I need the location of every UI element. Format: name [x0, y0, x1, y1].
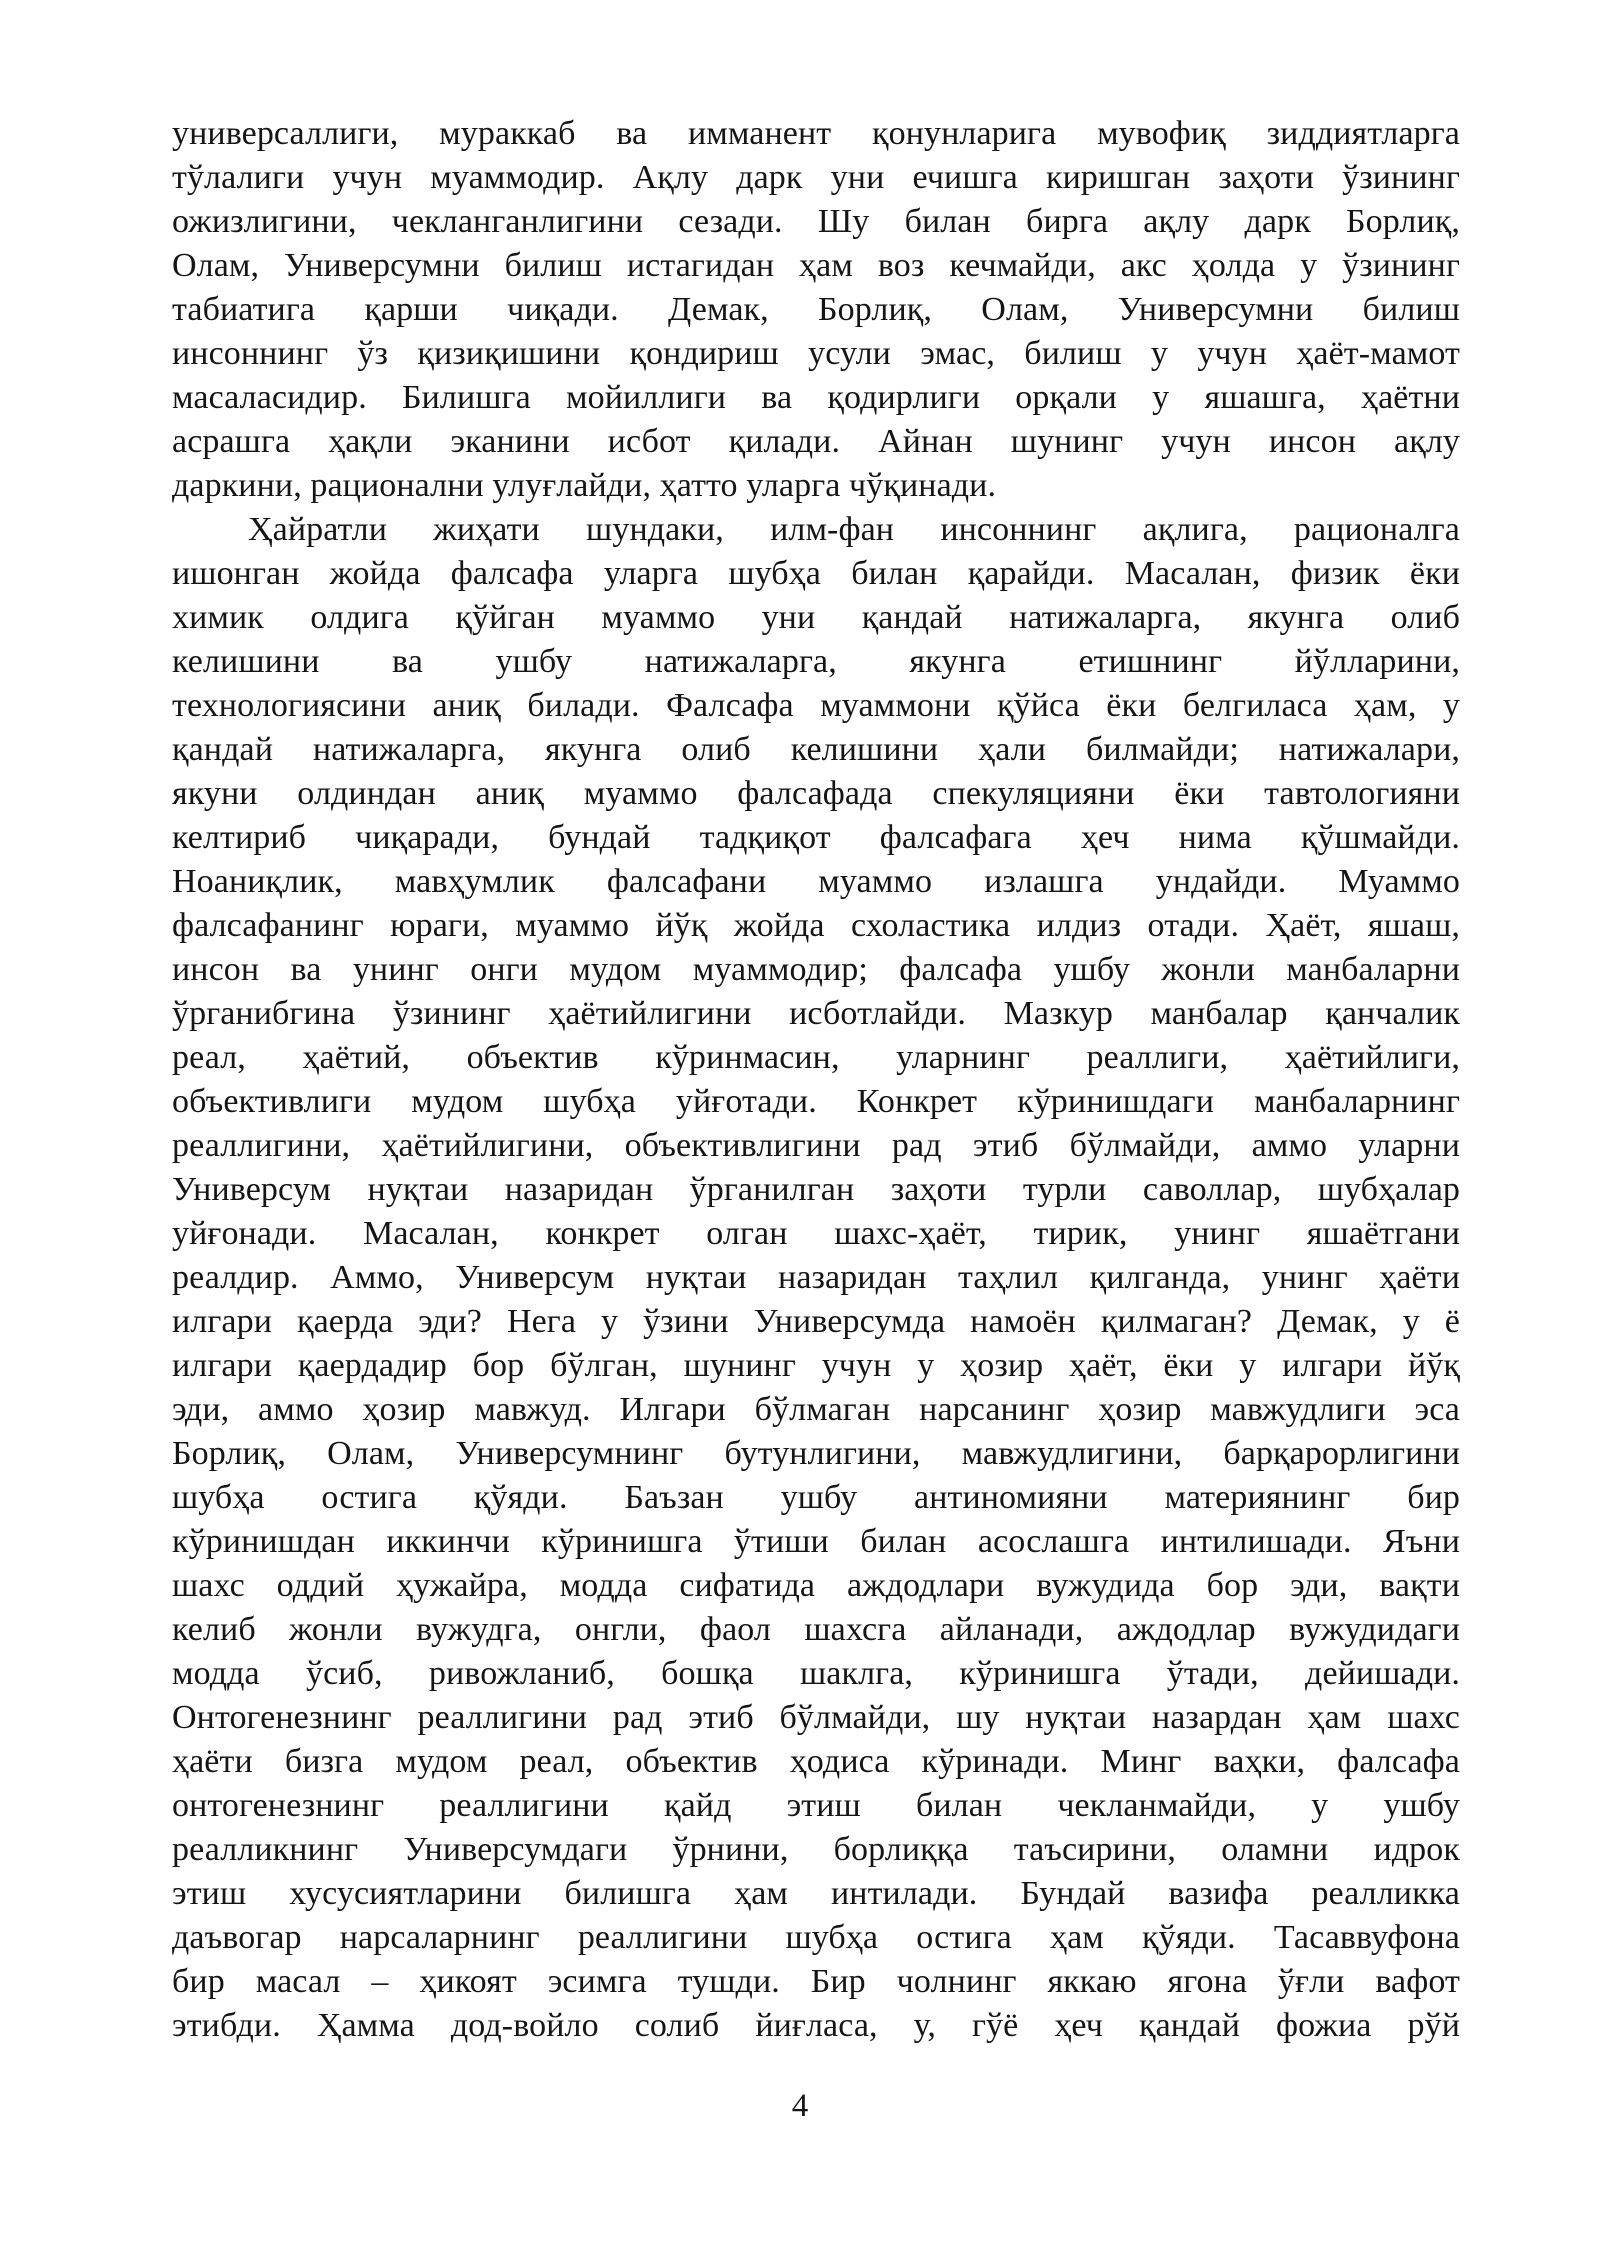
text-line: этиш хусусиятларини билишга ҳам интилади. Бундай вазифа реалликка — [172, 1875, 1460, 1912]
text-line: инсон ва унинг онги мудом муаммодир; фалсафа ушбу жонли манбаларни — [172, 951, 1460, 988]
paragraph — [172, 508, 1460, 2048]
page-number: 4 — [791, 2088, 809, 2124]
text-line: табиатига қарши чиқади. Демак, Борлиқ, Олам, Универсумни билиш — [172, 291, 1460, 328]
text-line: Ноаниқлик, мавҳумлик фалсафани муаммо излашга ундайди. Муаммо — [172, 863, 1460, 900]
text-line: модда ўсиб, ривожланиб, бошқа шаклга, кўринишга ўтади, дейишади. — [172, 1655, 1460, 1692]
text-line: этибди. Ҳамма дод-войло солиб йиғласа, у, гўё ҳеч қандай фожиа рўй — [172, 2007, 1460, 2044]
text-line: асрашга ҳақли эканини исбот қилади. Айнан шунинг учун инсон ақлу — [172, 423, 1460, 460]
text-line: эди, аммо ҳозир мавжуд. Илгари бўлмаган нарсанинг ҳозир мавжудлиги эса — [172, 1391, 1460, 1428]
text-line: объективлиги мудом шубҳа уйғотади. Конкрет кўринишдаги манбаларнинг — [172, 1083, 1460, 1120]
text-line: шубҳа остига қўяди. Баъзан ушбу антиномияни материянинг бир — [172, 1479, 1460, 1516]
text-line: тўлалиги учун муаммодир. Ақлу дарк уни ечишга киришган заҳоти ўзининг — [172, 159, 1460, 196]
text-line: шахс оддий ҳужайра, модда сифатида аждодлари вужудида бор эди, вақти — [172, 1567, 1460, 1604]
text-line: якуни олдиндан аниқ муаммо фалсафада спекуляцияни ёки тавтологияни — [172, 775, 1460, 812]
text-line: технологиясини аниқ билади. Фалсафа муаммони қўйса ёки белгиласа ҳам, у — [172, 687, 1460, 724]
text-line: Ҳайратли жиҳати шундаки, илм-фан инсоннинг ақлига, рационалга — [248, 511, 1460, 548]
text-line: инсоннинг ўз қизиқишини қондириш усули эмас, билиш у учун ҳаёт-мамот — [172, 335, 1460, 372]
text-line: реал, ҳаётий, объектив кўринмасин, уларнинг реаллиги, ҳаётийлиги, — [172, 1039, 1460, 1076]
text-line: реалдир. Аммо, Универсум нуқтаи назаридан таҳлил қилганда, унинг ҳаёти — [172, 1259, 1460, 1296]
text-line: реалликнинг Универсумдаги ўрнини, борлиққа таъсирини, оламни идрок — [172, 1831, 1460, 1868]
text-line: химик олдига қўйган муаммо уни қандай натижаларга, якунга олиб — [172, 599, 1460, 636]
text-line: келишини ва ушбу натижаларга, якунга етишнинг йўлларини, — [172, 643, 1460, 680]
text-line: онтогенезнинг реаллигини қайд этиш билан чекланмайди, у ушбу — [172, 1787, 1460, 1824]
text-line: ожизлигини, чекланганлигини сезади. Шу билан бирга ақлу дарк Борлиқ, — [172, 203, 1460, 240]
text-line: келтириб чиқаради, бундай тадқиқот фалсафага ҳеч нима қўшмайди. — [172, 819, 1460, 856]
text-line: уйғонади. Масалан, конкрет олган шахс-ҳаёт, тирик, унинг яшаётгани — [172, 1215, 1460, 1252]
text-line: келиб жонли вужудга, онгли, фаол шахсга айланади, аждодлар вужудидаги — [172, 1611, 1460, 1648]
text-line: Универсум нуқтаи назаридан ўрганилган заҳоти турли саволлар, шубҳалар — [172, 1171, 1460, 1208]
text-line: Олам, Универсумни билиш истагидан ҳам воз кечмайди, акс ҳолда у ўзининг — [172, 247, 1460, 284]
text-line: реаллигини, ҳаётийлигини, объективлигини рад этиб бўлмайди, аммо уларни — [172, 1127, 1460, 1164]
text-line: ишонган жойда фалсафа уларга шубҳа билан қарайди. Масалан, физик ёки — [172, 555, 1460, 592]
text-line: даркини, рационални улуғлайди, ҳатто уларга чўқинади. — [172, 467, 997, 504]
text-line: Борлиқ, Олам, Универсумнинг бутунлигини, мавжудлигини, барқарорлигини — [172, 1435, 1460, 1472]
text-line: бир масал – ҳикоят эсимга тушди. Бир чолнинг яккаю ягона ўғли вафот — [172, 1963, 1460, 2000]
text-line: қандай натижаларга, якунга олиб келишини ҳали билмайди; натижалари, — [172, 731, 1460, 768]
paragraph — [172, 112, 1460, 508]
text-line: кўринишдан иккинчи кўринишга ўтиши билан асослашга интилишади. Яъни — [172, 1523, 1460, 1560]
text-line: фалсафанинг юраги, муаммо йўқ жойда схоластика илдиз отади. Ҳаёт, яшаш, — [172, 907, 1460, 944]
text-line: масаласидир. Билишга мойиллиги ва қодирлиги орқали у яшашга, ҳаётни — [172, 379, 1460, 416]
text-line: ҳаёти бизга мудом реал, объектив ҳодиса кўринади. Минг ваҳки, фалсафа — [172, 1743, 1460, 1780]
text-line: илгари қаерда эди? Нега у ўзини Универсумда намоён қилмаган? Демак, у ё — [172, 1303, 1460, 1340]
text-line: ўрганибгина ўзининг ҳаётийлигини исботлайди. Мазкур манбалар қанчалик — [172, 995, 1460, 1032]
text-line: Онтогенезнинг реаллигини рад этиб бўлмайди, шу нуқтаи назардан ҳам шахс — [172, 1699, 1460, 1736]
text-line: илгари қаердадир бор бўлган, шунинг учун у ҳозир ҳаёт, ёки у илгари йўқ — [172, 1347, 1460, 1384]
text-line: даъвогар нарсаларнинг реаллигини шубҳа остига ҳам қўяди. Тасаввуфона — [172, 1919, 1460, 1956]
text-line: универсаллиги, мураккаб ва имманент қонунларига мувофиқ зиддиятларга — [172, 115, 1460, 152]
